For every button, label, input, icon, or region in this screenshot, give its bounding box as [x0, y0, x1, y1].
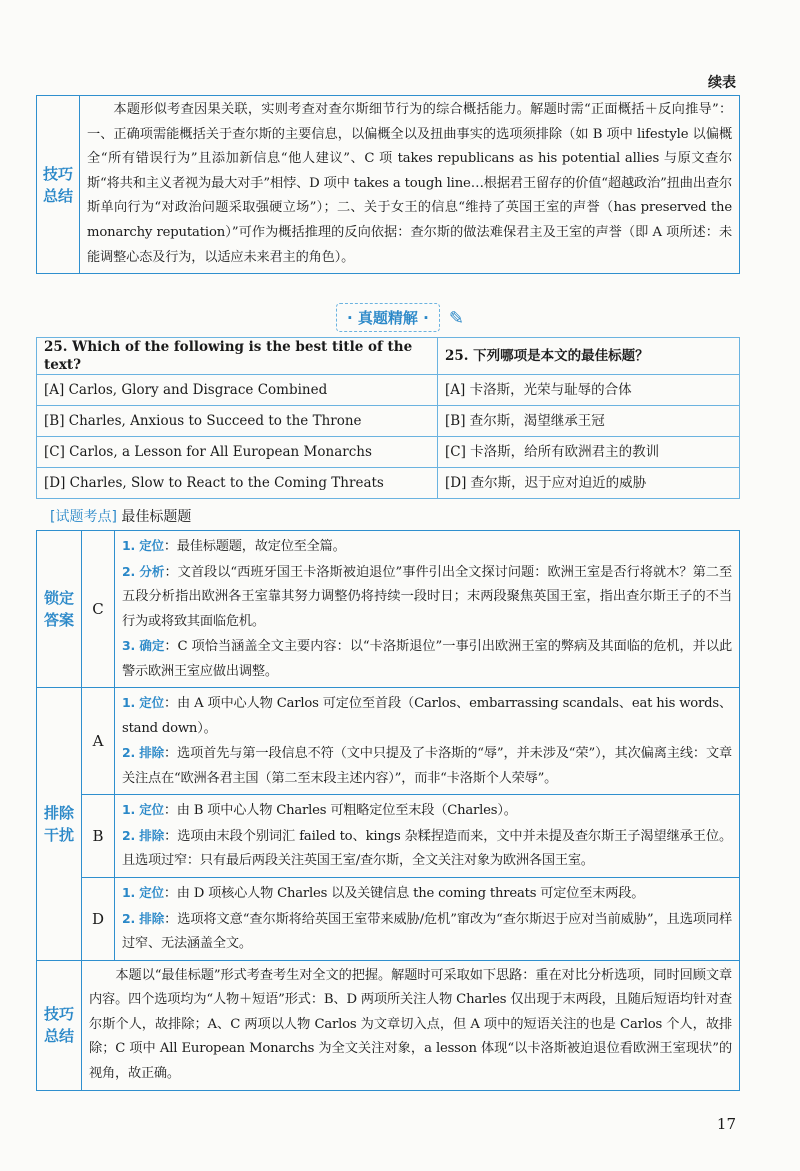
answer-label-line2: 答案 — [43, 611, 74, 629]
answer-step-3-text: ：C 项恰当涵盖全文主要内容：以“卡洛斯退位”一事引出欧洲王室的弊病及其面临的危机，并以此警示欧洲王室应做出调整。 — [122, 639, 732, 679]
option-b-en: [B] Charles, Anxious to Succeed to the Throne — [37, 406, 438, 437]
tip-row-2 — [37, 960, 740, 1090]
answer-step-3 — [122, 634, 732, 684]
eliminate-label — [37, 688, 82, 961]
section-heading — [0, 303, 800, 332]
eliminate-b-step-2-label: 2. 排除 — [122, 827, 165, 843]
eliminate-b-content — [115, 795, 740, 878]
question-en: 25. Which of the following is the best title of the text? — [37, 338, 438, 375]
eliminate-a-step-1-label: 1. 定位 — [122, 695, 164, 710]
eliminate-a-step-2-text: ：选项首先与第一段信息不符（文中只提及了卡洛斯的“辱”，并未涉及“荣”），其次偏离主线：文章关注点在“欧洲各君主国（第二至末段主述内容）”，而非“卡洛斯个人荣辱”。 — [122, 746, 732, 786]
tip-label-2-line2: 总结 — [43, 1027, 74, 1045]
eliminate-d-content — [115, 878, 740, 961]
answer-step-2-label: 2. 分析 — [122, 563, 165, 579]
option-row-a — [37, 375, 740, 406]
option-row-d — [37, 468, 740, 499]
option-c-zh: [C] 卡洛斯，给所有欧洲君主的教训 — [438, 437, 740, 468]
tip-box-1 — [36, 95, 740, 274]
eliminate-a-step-1-text: ：由 A 项中心人物 Carlos 可定位至首段（Carlos、embarrassing scandals、eat his words、stand down）。 — [122, 696, 732, 736]
section-heading-text: · 真题精解 · — [336, 303, 440, 332]
eliminate-a-content — [115, 688, 740, 795]
eliminate-row-b — [37, 795, 740, 878]
eliminate-b-step-2-text: ：选项由末段个别词汇 failed to、kings 杂糅捏造而来，文中并未提及查尔斯王子渴望继承王位。且选项过窄：只有最后两段关注英国王室/查尔斯，全文关注对象为欧洲各国王室。 — [122, 828, 732, 869]
answer-row — [37, 531, 740, 688]
eliminate-b-step-1 — [122, 798, 732, 824]
eliminate-a-step-2 — [122, 741, 732, 791]
eliminate-d-step-2-label: 2. 排除 — [122, 910, 165, 926]
tip-label-2-line1: 技巧 — [43, 1005, 74, 1023]
eliminate-d-step-1 — [122, 881, 732, 907]
question-zh: 25. 下列哪项是本文的最佳标题？ — [438, 338, 740, 375]
option-b-zh: [B] 查尔斯，渴望继承王冠 — [438, 406, 740, 437]
tip-label-1-line1: 技巧 — [42, 164, 73, 183]
analysis-grid — [36, 530, 740, 1091]
eliminate-b-step-1-label: 1. 定位 — [122, 802, 164, 818]
eliminate-b-letter: B — [82, 795, 115, 878]
page-number: 17 — [716, 1115, 736, 1133]
eliminate-d-step-2 — [122, 907, 732, 957]
key-point-label: [试题考点] — [50, 509, 117, 525]
eliminate-row-d — [37, 878, 740, 961]
eliminate-row-a — [37, 688, 740, 795]
option-d-en: [D] Charles, Slow to React to the Coming Threats — [37, 468, 438, 499]
answer-step-1-label: 1. 定位 — [122, 538, 164, 553]
key-point-value: 最佳标题题 — [121, 509, 192, 525]
answer-label-line1: 锁定 — [43, 589, 74, 607]
tip-text-1: 本题形似考查因果关联，实则考查对查尔斯细节行为的综合概括能力。解题时需“正面概括＋反向推导”：一、正确项需能概括关于查尔斯的主要信息，以偏概全以及扭曲事实的选项须排除（如 B 项中 lifestyle 以偏概全“所有错误行为”且添加新信息“他人建议”、C 项 takes republicans as his potential allies 与原文查尔斯“将共和主义者视为最大对手”相悖、D 项中 takes a tough line…根据君王留存的价值“超越政治”扭曲出查尔斯单向行为“对政治问题采取强硬立场”）；二、关于女王的信息“维持了英国王室的声誉（has preserved the monarchy reputation）”可作为概括推理的反向依据：查尔斯的做法难保君主及王室的声誉（即 A 项所述：未能调整心态及行为，以适应未来君主的角色）。 — [87, 102, 732, 265]
question-row — [37, 338, 740, 375]
tip-label-1-line2: 总结 — [42, 186, 73, 205]
option-row-c — [37, 437, 740, 468]
answer-letter: C — [82, 531, 115, 688]
eliminate-label-line2: 干扰 — [43, 825, 74, 844]
option-d-zh: [D] 查尔斯，迟于应对迫近的威胁 — [438, 468, 740, 499]
eliminate-a-letter: A — [82, 688, 115, 795]
key-point — [50, 506, 191, 526]
option-a-zh: [A] 卡洛斯，光荣与耻辱的合体 — [438, 375, 740, 406]
eliminate-d-step-2-text: ：选项将文意“查尔斯将给英国王室带来威胁/危机”窜改为“查尔斯迟于应对当前威胁”，且选项同样过窄、无法涵盖全文。 — [122, 911, 732, 951]
continued-label: 续表 — [708, 75, 736, 91]
answer-label — [37, 531, 82, 688]
tip-text-2: 本题以“最佳标题”形式考查考生对全文的把握。解题时可采取如下思路：重在对比分析选项，同时回顾文章内容。四个选项均为“人物＋短语”形式：B、D 两项所关注人物 Charles 仅出现于末两段，且随后短语均针对查尔斯个人，故排除；A、C 两项以人物 Carlos 为文章切入点，但 A 项中的短语关注的也是 Carlos 个人，故排除；C 项中 All European Monarchs 为全文关注对象，a lesson 体现“以卡洛斯被迫退位看欧洲王室现状”的视角，故正确。 — [82, 960, 740, 1090]
option-a-en: [A] Carlos, Glory and Disgrace Combined — [37, 375, 438, 406]
eliminate-d-letter: D — [82, 878, 115, 961]
eliminate-a-step-1 — [122, 691, 732, 741]
tip-label-1 — [37, 96, 80, 273]
answer-step-3-label: 3. 确定 — [122, 638, 165, 653]
eliminate-b-step-1-text: ：由 B 项中心人物 Charles 可粗略定位至末段（Charles）。 — [163, 803, 517, 819]
tip-label-2 — [37, 960, 82, 1090]
question-table — [36, 337, 740, 499]
answer-step-1 — [122, 534, 732, 560]
answer-step-2-text: ：文首段以“西班牙国王卡洛斯被迫退位”事件引出全文探讨问题：欧洲王室是否行将就木？第二至五段分析指出欧洲各王室靠其努力调整仍将持续一段时日；末两段聚焦英国王室，指出查尔斯王子的不当行为或将致其面临危机。 — [122, 564, 732, 629]
eliminate-d-step-1-text: ：由 D 项核心人物 Charles 以及关键信息 the coming threats 可定位至末两段。 — [163, 886, 645, 901]
eliminate-d-step-1-label: 1. 定位 — [122, 885, 164, 900]
option-c-en: [C] Carlos, a Lesson for All European Monarchs — [37, 437, 438, 468]
answer-step-2 — [122, 560, 732, 635]
eliminate-b-step-2 — [122, 824, 732, 874]
option-row-b — [37, 406, 740, 437]
pen-icon: ✎ — [448, 308, 465, 329]
answer-content — [115, 531, 740, 688]
eliminate-label-line1: 排除 — [43, 803, 74, 822]
answer-step-1-text: ：最佳标题题，故定位至全篇。 — [163, 539, 346, 554]
eliminate-a-step-2-label: 2. 排除 — [122, 745, 164, 760]
